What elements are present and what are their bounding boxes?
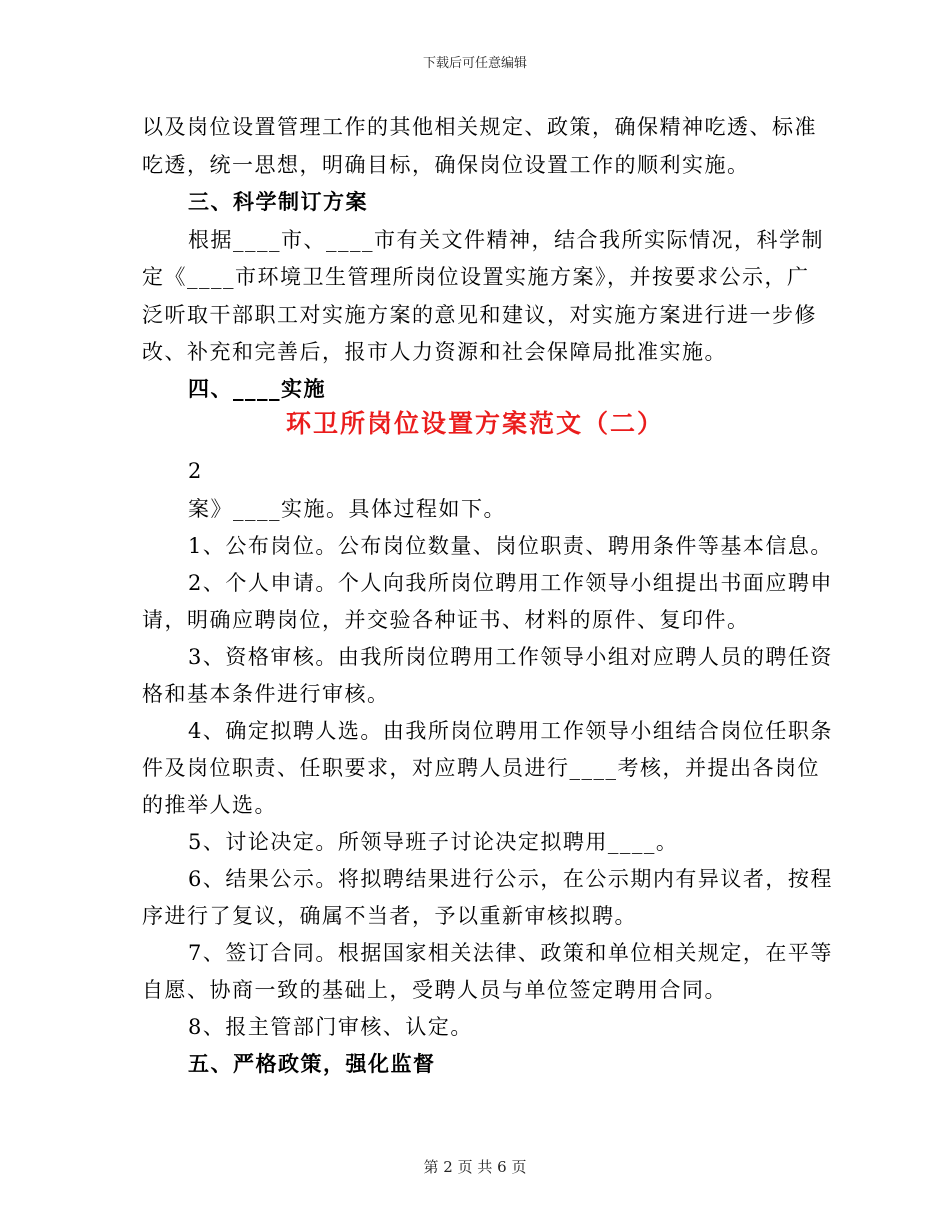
text-line: 请，明确应聘岗位，并交验各种证书、材料的原件、复印件。: [142, 608, 750, 632]
text-line: 改、补充和完善后，报市人力资源和社会保障局批准实施。: [142, 340, 727, 364]
text-line: 自愿、协商一致的基础上，受聘人员与单位签定聘用合同。: [142, 978, 727, 1002]
text-line: 定《____市环境卫生管理所岗位设置实施方案》，并按要求公示，广: [142, 265, 810, 289]
page-footer-number: 第 2 页 共 6 页: [423, 1158, 527, 1176]
document-title: 环卫所岗位设置方案范文（二）: [285, 409, 664, 438]
text-line: 根据____市、____市有关文件精神，结合我所实际情况，科学制: [188, 228, 824, 252]
text-line: 案》____实施。具体过程如下。: [188, 497, 506, 521]
section-heading: 四、____实施: [188, 376, 326, 401]
text-line: 泛听取干部职工对实施方案的意见和建议，对实施方案进行进一步修: [142, 303, 817, 327]
list-item: 6、结果公示。将拟聘结果进行公示，在公示期内有异议者，按程: [188, 867, 833, 891]
section-heading: 三、科学制订方案: [188, 189, 368, 214]
text-line: 吃透，统一思想，明确目标，确保岗位设置工作的顺利实施。: [142, 153, 750, 177]
text-line: 以及岗位设置管理工作的其他相关规定、政策，确保精神吃透、标准: [142, 115, 817, 139]
page-header-note: 下载后可任意编辑: [422, 56, 527, 71]
list-item: 5、讨论决定。所领导班子讨论决定拟聘用____。: [188, 830, 679, 854]
text-line: 格和基本条件进行审核。: [142, 682, 390, 706]
list-item: 4、确定拟聘人选。由我所岗位聘用工作领导小组结合岗位任职条: [188, 719, 833, 743]
text-line: 的推举人选。: [142, 793, 277, 817]
list-item: 7、签订合同。根据国家相关法律、政策和单位相关规定，在平等: [188, 941, 833, 965]
list-item: 8、报主管部门审核、认定。: [188, 1015, 473, 1039]
text-line: 序进行了复议，确属不当者，予以重新审核拟聘。: [142, 904, 637, 928]
text-line: 件及岗位职责、任职要求，对应聘人员进行____考核，并提出各岗位: [142, 756, 820, 780]
list-item: 3、资格审核。由我所岗位聘用工作领导小组对应聘人员的聘任资: [188, 645, 833, 669]
list-item: 2、个人申请。个人向我所岗位聘用工作领导小组提出书面应聘申: [188, 571, 833, 595]
section-heading: 五、严格政策，强化监督: [188, 1051, 436, 1076]
list-item: 1、公布岗位。公布岗位数量、岗位职责、聘用条件等基本信息。: [188, 534, 833, 558]
text-line: 2: [188, 459, 203, 483]
